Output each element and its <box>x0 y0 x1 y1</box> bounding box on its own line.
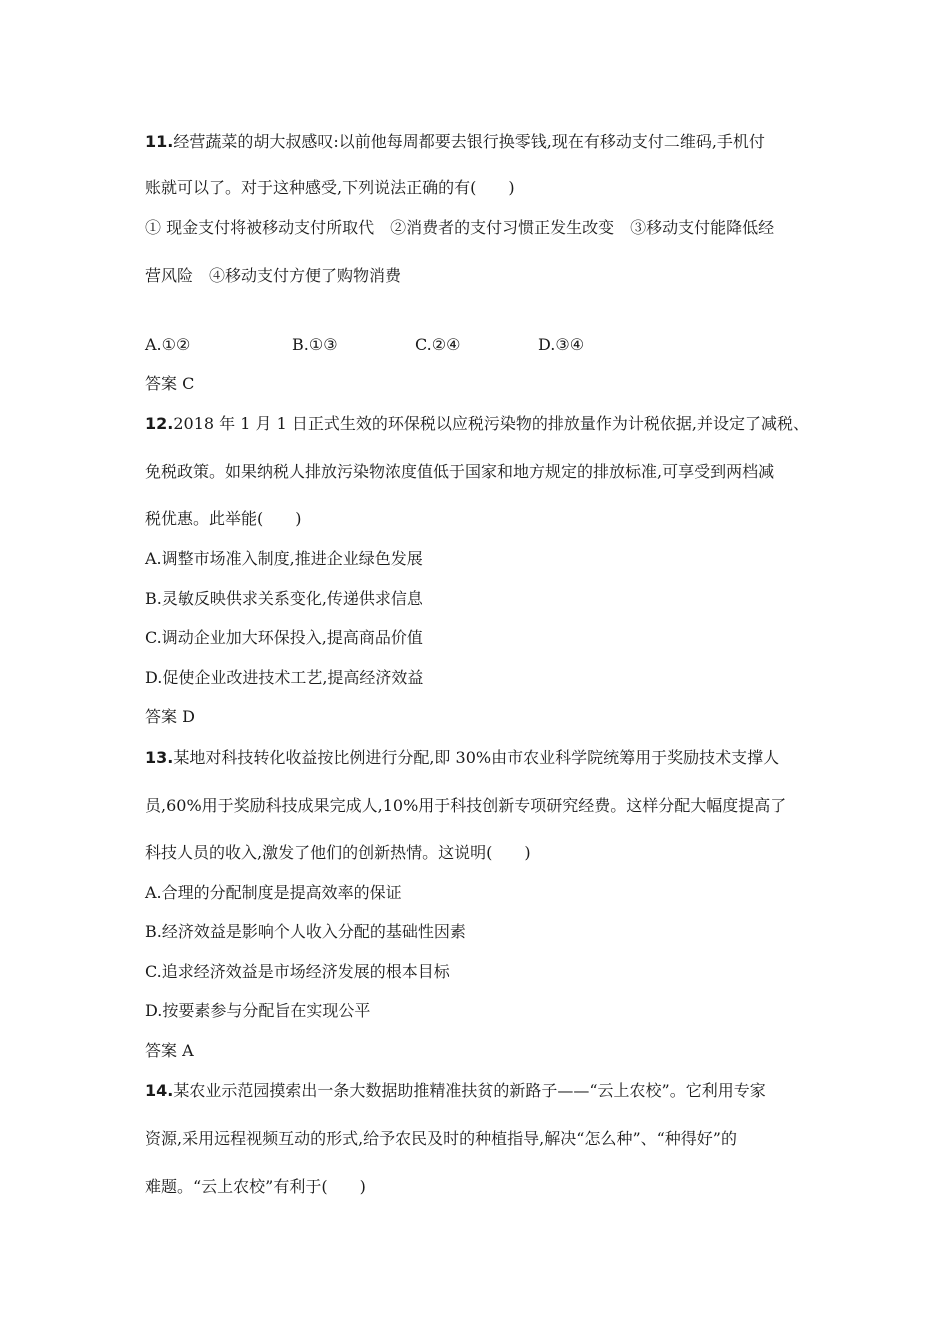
q12-option-c: C.调动企业加大环保投入,提高商品价值 <box>145 628 423 647</box>
q11-option-b: B.①③ <box>292 335 338 354</box>
q11-stem-text1: 经营蔬菜的胡大叔感叹:以前他每周都要去银行换零钱,现在有移动支付二维码,手机付 <box>173 132 765 151</box>
q11-items-line1: ① 现金支付将被移动支付所取代 ②消费者的支付习惯正发生改变 ③移动支付能降低经 <box>145 218 775 237</box>
q14-number: 14. <box>145 1081 174 1100</box>
q13-answer: 答案 A <box>145 1041 194 1060</box>
q14-stem-text1: 某农业示范园摸索出一条大数据助推精准扶贫的新路子——“云上农校”。它利用专家 <box>173 1081 766 1100</box>
q12-stem-line3: 税优惠。此举能( ) <box>145 509 302 528</box>
q13-number: 13. <box>145 748 174 767</box>
q11-option-c: C.②④ <box>415 335 461 354</box>
q12-option-a: A.调整市场准入制度,推进企业绿色发展 <box>145 549 423 568</box>
q11-options <box>145 335 745 355</box>
q13-stem-line2: 员,60%用于奖励科技成果完成人,10%用于科技创新专项研究经费。这样分配大幅度提高了 <box>145 796 787 815</box>
q12-answer: 答案 D <box>145 707 195 726</box>
q11-answer: 答案 C <box>145 374 195 393</box>
q12-option-b: B.灵敏反映供求关系变化,传递供求信息 <box>145 589 423 608</box>
q11-stem-line1 <box>145 132 765 152</box>
q13-option-d: D.按要素参与分配旨在实现公平 <box>145 1001 371 1020</box>
q12-stem-line2: 免税政策。如果纳税人排放污染物浓度值低于国家和地方规定的排放标准,可享受到两档减 <box>145 462 775 481</box>
q11-option-a: A.①② <box>145 335 191 354</box>
q13-stem-line3: 科技人员的收入,激发了他们的创新热情。这说明( ) <box>145 843 531 862</box>
q11-items-line2: 营风险 ④移动支付方便了购物消费 <box>145 266 402 285</box>
q14-stem-line3: 难题。“云上农校”有利于( ) <box>145 1177 366 1196</box>
q14-stem-line1 <box>145 1081 766 1101</box>
q12-stem-text1: 2018 年 1 月 1 日正式生效的环保税以应税污染物的排放量作为计税依据,并设定了减税、 <box>173 414 809 433</box>
q13-stem-text1: 某地对科技转化收益按比例进行分配,即 30%由市农业科学院统筹用于奖励技术支撑人 <box>173 748 780 767</box>
q12-number: 12. <box>145 414 174 433</box>
q13-option-a: A.合理的分配制度是提高效率的保证 <box>145 883 402 902</box>
q13-stem-line1 <box>145 748 779 768</box>
q11-stem-line2: 账就可以了。对于这种感受,下列说法正确的有( ) <box>145 178 515 197</box>
q11-option-d: D.③④ <box>538 335 585 354</box>
q12-stem-line1 <box>145 414 809 434</box>
q11-number: 11. <box>145 132 174 151</box>
q14-stem-line2: 资源,采用远程视频互动的形式,给予农民及时的种植指导,解决“怎么种”、“种得好”的 <box>145 1129 737 1148</box>
q13-option-b: B.经济效益是影响个人收入分配的基础性因素 <box>145 922 466 941</box>
q12-option-d: D.促使企业改进技术工艺,提高经济效益 <box>145 668 424 687</box>
q13-option-c: C.追求经济效益是市场经济发展的根本目标 <box>145 962 450 981</box>
